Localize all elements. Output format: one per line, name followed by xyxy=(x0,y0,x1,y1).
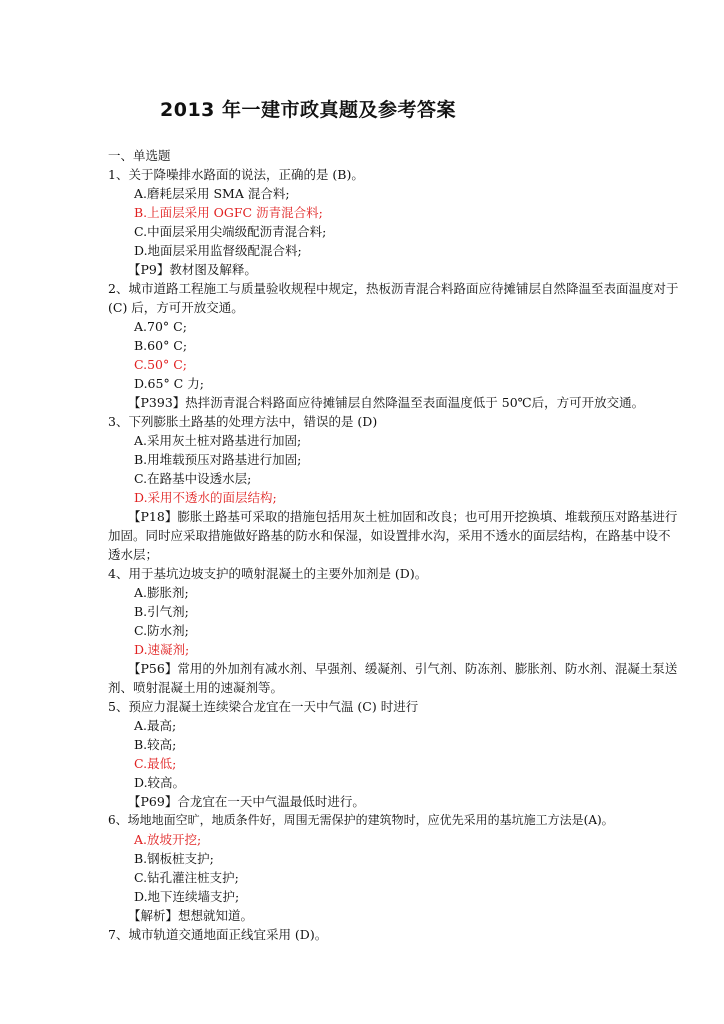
option: C.钻孔灌注桩支护; xyxy=(134,870,239,885)
option-correct: B.上面层采用 OGFC 沥青混合料; xyxy=(134,205,323,220)
question-stem: 6、场地地面空旷，地质条件好，周围无需保护的建筑物时，应优先采用的基坑施工方法是(A)。 xyxy=(108,813,614,827)
question-stem: 4、用于基坑边坡支护的喷射混凝土的主要外加剂是 (D)。 xyxy=(108,566,428,581)
question-stem: 2、城市道路工程施工与质量验收规程中规定，热板沥青混合料路面应待摊铺层自然降温至表面温度对于 (C) 后，方可开放交通。 xyxy=(108,281,679,315)
option-correct: A.放坡开挖; xyxy=(134,832,202,847)
option: A.70° C; xyxy=(134,319,187,334)
option-correct: C.50° C; xyxy=(134,357,187,372)
answer-note: 【P393】热拌沥青混合料路面应待摊铺层自然降温至表面温度低于 50℃后，方可开放交通。 xyxy=(128,395,645,410)
option: B.引气剂; xyxy=(134,604,189,619)
answer-note: 【P56】常用的外加剂有减水剂、早强剂、缓凝剂、引气剂、防冻剂、膨胀剂、防水剂、混凝土泵送剂、喷射混凝土用的速凝剂等。 xyxy=(108,661,678,695)
option: C.中面层采用尖端级配沥青混合料; xyxy=(134,224,327,239)
option-correct: D.速凝剂; xyxy=(134,642,190,657)
option: A.采用灰土桩对路基进行加固; xyxy=(134,433,302,448)
option: D.较高。 xyxy=(134,775,186,790)
question-stem: 1、关于降噪排水路面的说法，正确的是 (B)。 xyxy=(108,167,364,182)
option: A.最高; xyxy=(134,718,177,733)
option: B.较高; xyxy=(134,737,177,752)
option: C.防水剂; xyxy=(134,623,189,638)
answer-note: 【解析】想想就知道。 xyxy=(128,908,254,923)
option: A.膨胀剂; xyxy=(134,585,189,600)
question-stem: 7、城市轨道交通地面正线宜采用 (D)。 xyxy=(108,927,328,942)
section-heading: 一、单选题 xyxy=(108,148,171,163)
option: A.磨耗层采用 SMA 混合料; xyxy=(134,186,290,201)
option: B.60° C; xyxy=(134,338,188,353)
option: B.用堆载预压对路基进行加固; xyxy=(134,452,302,467)
option: B.钢板桩支护; xyxy=(134,851,214,866)
answer-note: 【P18】膨胀土路基可采取的措施包括用灰土桩加固和改良；也可用开挖换填、堆载预压对路基进行加固。同时应采取措施做好路基的防水和保湿，如设置排水沟，采用不透水的面层结构，在路基中设不透水层； xyxy=(108,509,678,562)
question-stem: 5、预应力混凝土连续梁合龙宜在一天中气温 (C) 时进行 xyxy=(108,699,419,714)
question-stem: 3、下列膨胀土路基的处理方法中，错误的是 (D) xyxy=(108,414,378,429)
document-body xyxy=(108,146,680,944)
option-correct: C.最低; xyxy=(134,756,177,771)
answer-note: 【P69】合龙宜在一天中气温最低时进行。 xyxy=(128,794,365,809)
page-title: 2013 年一建市政真题及参考答案 xyxy=(160,99,456,121)
option: D.地下连续墙支护; xyxy=(134,889,240,904)
option-correct: D.采用不透水的面层结构; xyxy=(134,490,277,505)
answer-note: 【P9】教材图及解释。 xyxy=(128,262,257,277)
option: C.在路基中设透水层; xyxy=(134,471,252,486)
option: D.地面层采用监督级配混合料; xyxy=(134,243,302,258)
option: D.65° C 力; xyxy=(134,376,204,391)
